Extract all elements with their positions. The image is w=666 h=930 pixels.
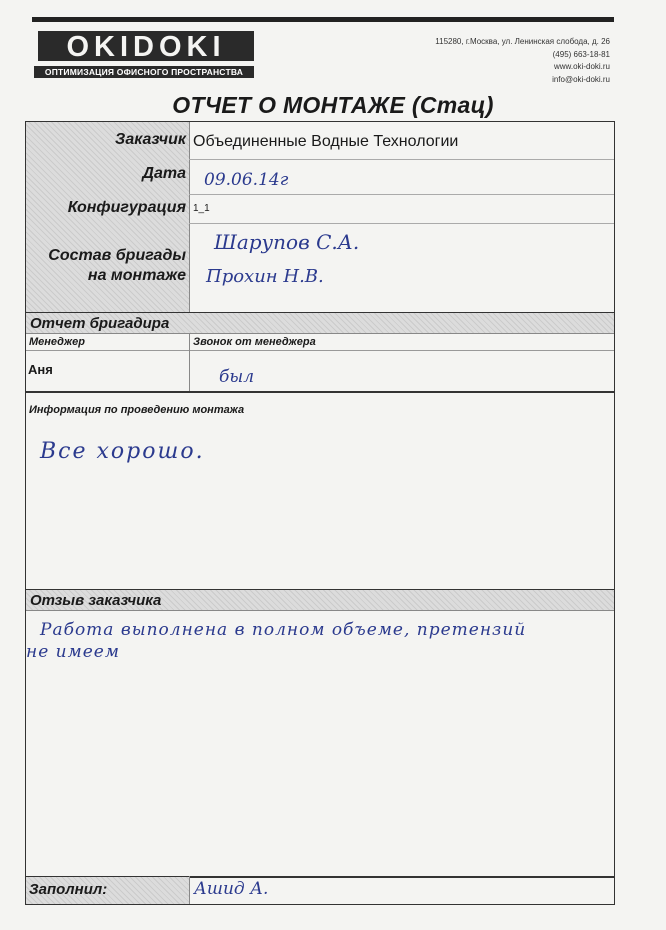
row-divider bbox=[189, 223, 614, 224]
configuration-label: Конфигурация bbox=[67, 199, 186, 216]
date-label: Дата bbox=[142, 165, 186, 182]
team-label-line1: Состав бригады bbox=[48, 247, 186, 264]
row-divider bbox=[189, 159, 614, 160]
header-top-rule bbox=[32, 17, 614, 22]
section-divider bbox=[26, 391, 614, 393]
install-info-value: Все хорошо. bbox=[40, 439, 205, 464]
phone: (495) 663-18-81 bbox=[552, 49, 610, 59]
team-label bbox=[48, 246, 186, 286]
manager-call-value: был bbox=[219, 367, 255, 387]
column-divider bbox=[189, 876, 190, 904]
row-divider bbox=[189, 194, 614, 195]
install-info-label: Информация по проведению монтажа bbox=[29, 404, 245, 416]
email: info@oki-doki.ru bbox=[552, 74, 610, 84]
customer-value: Объединенные Водные Технологии bbox=[193, 133, 459, 150]
foreman-report-label: Отчет бригадира bbox=[30, 315, 170, 332]
logo-slogan: ОПТИМИЗАЦИЯ ОФИСНОГО ПРОСТРАНСТВА bbox=[34, 66, 254, 78]
team-member-1: Шарупов С.А. bbox=[214, 230, 360, 254]
report-form bbox=[25, 121, 615, 905]
manager-value: Аня bbox=[28, 362, 53, 377]
customer-label: Заказчик bbox=[115, 131, 186, 148]
column-divider bbox=[189, 334, 190, 391]
team-member-2: Прохин Н.В. bbox=[206, 266, 324, 287]
manager-label: Менеджер bbox=[29, 336, 85, 348]
contact-block bbox=[435, 36, 610, 86]
configuration-value: 1_1 bbox=[193, 203, 210, 214]
page-title: ОТЧЕТ О МОНТАЖЕ (Стац) bbox=[172, 92, 494, 118]
section-divider bbox=[189, 876, 614, 878]
signature: Ашид А. bbox=[194, 879, 269, 899]
manager-call-label: Звонок от менеджера bbox=[193, 336, 316, 348]
team-label-line2: на монтаже bbox=[87, 267, 186, 284]
date-value: 09.06.14г bbox=[204, 170, 289, 190]
okidoki-logo bbox=[38, 31, 254, 61]
customer-feedback-line2: не имеем bbox=[26, 642, 120, 662]
website: www.oki-doki.ru bbox=[553, 62, 610, 71]
row-divider bbox=[26, 350, 614, 351]
customer-feedback-label: Отзыв заказчика bbox=[30, 592, 162, 609]
logo-text: OKIDOKI bbox=[66, 31, 226, 61]
customer-feedback-line1: Работа выполнена в полном объеме, претензий bbox=[40, 620, 527, 640]
column-divider bbox=[189, 122, 190, 312]
filled-by-label: Заполнил: bbox=[29, 881, 108, 898]
address: 115280, г.Москва, ул. Ленинская слобода, д. 26 bbox=[435, 37, 610, 46]
